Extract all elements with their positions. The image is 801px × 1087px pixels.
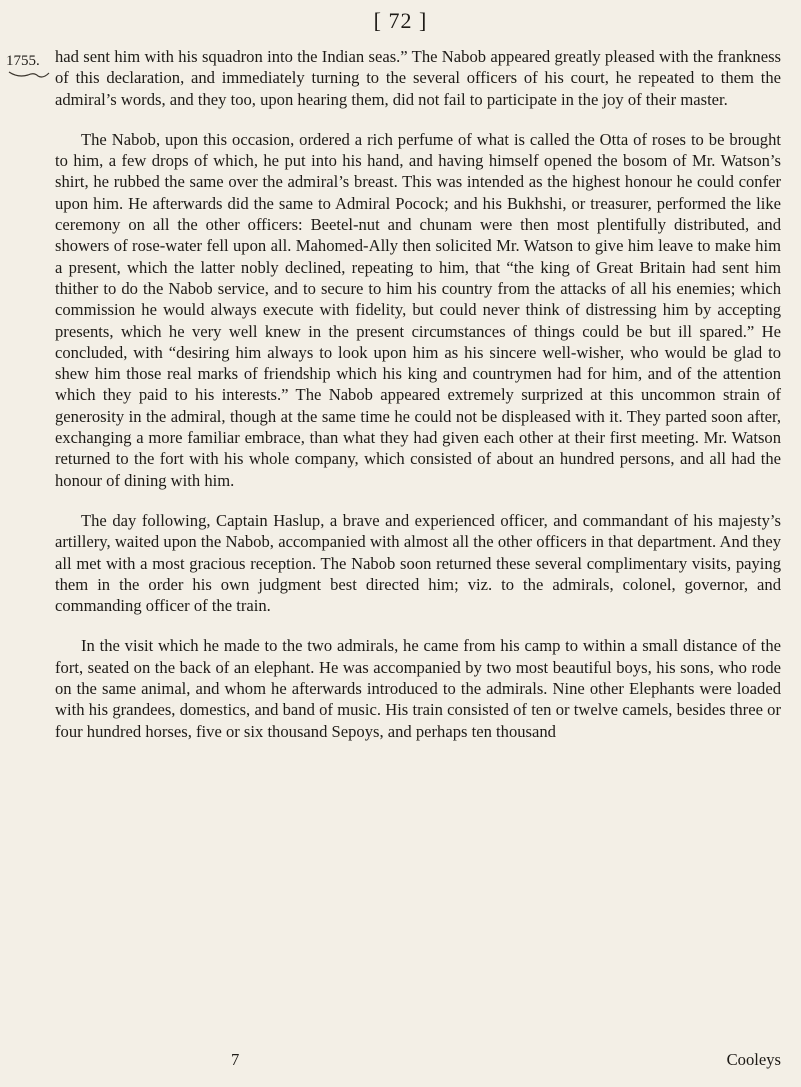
- margin-brace-mark: [8, 70, 50, 80]
- signature-mark: 7: [231, 1050, 240, 1069]
- paragraph-2: The Nabob, upon this occasion, ordered a rich perfume of what is called the Otta of roses to be brought to him, a few drops of which, he put into his hand, and having himself opened the bosom of Mr. Watson’s shirt, he rubbed the same over the admiral’s breast. This was intended as the highest honour he could confer upon him. He afterwards did the same to Admiral Pocock; and his Bukhshi, or treasurer, performed the like ceremony on all the other officers: Beetel-nut and chunam were then most plentifully distributed, and showers of rose-water fell upon all. Mahomed-Ally then solicited Mr. Watson to give him leave to make him a present, which the latter nobly declined, repeating to him, that “the king of Great Britain had sent him thither to do the Nabob service, and to secure to him his country from the attacks of all his enemies; which commission he would always execute with fidelity, but could never think of distressing him by accepting presents, which he very well knew in the present circumstances of things could be but ill spared.” He concluded, with “desiring him always to look upon him as his sincere well-wisher, who would be glad to shew him those real marks of friendship which his king and countrymen had for him, and of the attention which they paid to his interests.” The Nabob appeared extremely surprized at this uncommon strain of generosity in the admiral, though at the same time he could not be displeased with it. They parted soon after, exchanging a more familiar embrace, than what they had given each other at their first meeting. Mr. Watson returned to the fort with his whole company, which consisted of about an hundred persons, and all had the honour of dining with him.: [55, 129, 781, 490]
- paragraph-4: In the visit which he made to the two admirals, he came from his camp to within a small distance of the fort, seated on the back of an elephant. He was accompanied by two most beautiful boys, his sons, who rode on the same animal, and whom he afterwards introduced to the admirals. Nine other Elephants were loaded with his grandees, domestics, and band of music. His train consisted of ten or twelve camels, besides three or four hundred horses, five or six thousand Sepoys, and perhaps ten thousand: [55, 636, 781, 741]
- paragraph-1: had sent him with his squadron into the Indian seas.” The Nabob appeared greatly pleased with the frankness of this declaration, and immediately turning to the several officers of his court, he repeated to them the admiral’s words, and they too, upon hearing them, did not fail to participate in the joy of their master.: [55, 47, 781, 109]
- catchword: Cooleys: [726, 1050, 781, 1069]
- margin-year: 1755.: [6, 53, 40, 69]
- paragraph-3: The day following, Captain Haslup, a brave and experienced officer, and commandant of his majesty’s artillery, waited upon the Nabob, accompanied with almost all the other officers in that department. And they all met with a most gracious reception. The Nabob soon returned these several complimentary visits, paying them in the order his own judgment best directed him; viz. to the admirals, colonel, governor, and commanding officer of the train.: [55, 510, 781, 616]
- page-number: [ 72 ]: [373, 8, 428, 33]
- body-text: [55, 46, 781, 742]
